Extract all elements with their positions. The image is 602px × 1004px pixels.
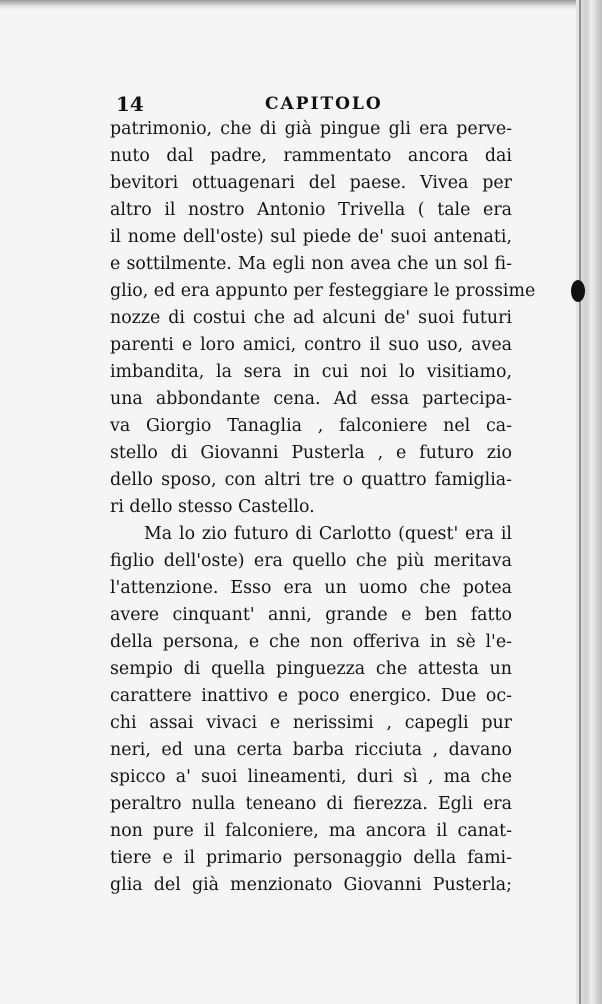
text-line: tiere e il primario personaggio della fami-	[110, 848, 512, 868]
text-line: sempio di quella pinguezza che attesta un	[110, 659, 512, 679]
text-line: figlio dell'oste) era quello che più meritava	[110, 551, 512, 571]
text-line: altro il nostro Antonio Trivella ( tale era	[110, 200, 512, 220]
page-number: 14	[116, 92, 144, 116]
text-line: una abbondante cena. Ad essa partecipa-	[110, 389, 512, 409]
text-line: peraltro nulla teneano di fierezza. Egli era	[110, 794, 512, 814]
text-line: avere cinquant' anni, grande e ben fatto	[110, 605, 512, 625]
text-line: neri, ed una certa barba ricciuta , davano	[110, 740, 512, 760]
text-line: glia del già menzionato Giovanni Pusterla;	[110, 875, 512, 895]
text-line: dello sposo, con altri tre o quattro famiglia-	[110, 470, 512, 490]
text-line: il nome dell'oste) sul piede de' suoi antenati,	[110, 227, 512, 247]
body-text	[110, 116, 536, 899]
text-line: patrimonio, che di già pingue gli era perve-	[110, 119, 512, 139]
text-line: parenti e loro amici, contro il suo uso, avea	[110, 335, 512, 355]
page-top-edge	[0, 0, 602, 10]
text-line: chi assai vivaci e nerissimi , capegli pur	[110, 713, 512, 733]
text-line: va Giorgio Tanaglia , falconiere nel ca-	[110, 416, 512, 436]
text-line: della persona, e che non offeriva in sè l'e-	[110, 632, 512, 652]
text-line: imbandita, la sera in cui noi lo visitiamo,	[110, 362, 512, 382]
running-title: CAPITOLO	[265, 94, 383, 114]
text-line: non pure il falconiere, ma ancora il canat-	[110, 821, 512, 841]
text-line: carattere inattivo e poco energico. Due oc-	[110, 686, 512, 706]
paragraph-end-line: ri dello stesso Castello.	[110, 497, 315, 517]
text-line: bevitori ottuagenari del paese. Vivea per	[110, 173, 512, 193]
page-edge-line	[579, 0, 581, 1004]
text-line: glio, ed era appunto per festeggiare le prossime	[110, 281, 536, 301]
text-line: spicco a' suoi lineamenti, duri sì , ma che	[110, 767, 512, 787]
text-line: stello di Giovanni Pusterla , e futuro zio	[110, 443, 512, 463]
text-line: l'attenzione. Esso era un uomo che potea	[110, 578, 512, 598]
text-line: e sottilmente. Ma egli non avea che un sol fi-	[110, 254, 512, 274]
paragraph-start-line: Ma lo zio futuro di Carlotto (quest' era il	[144, 524, 512, 544]
text-line: nuto dal padre, rammentato ancora dai	[110, 146, 512, 166]
text-line: nozze di costui che ad alcuni de' suoi futuri	[110, 308, 512, 328]
ink-blot	[571, 280, 585, 302]
